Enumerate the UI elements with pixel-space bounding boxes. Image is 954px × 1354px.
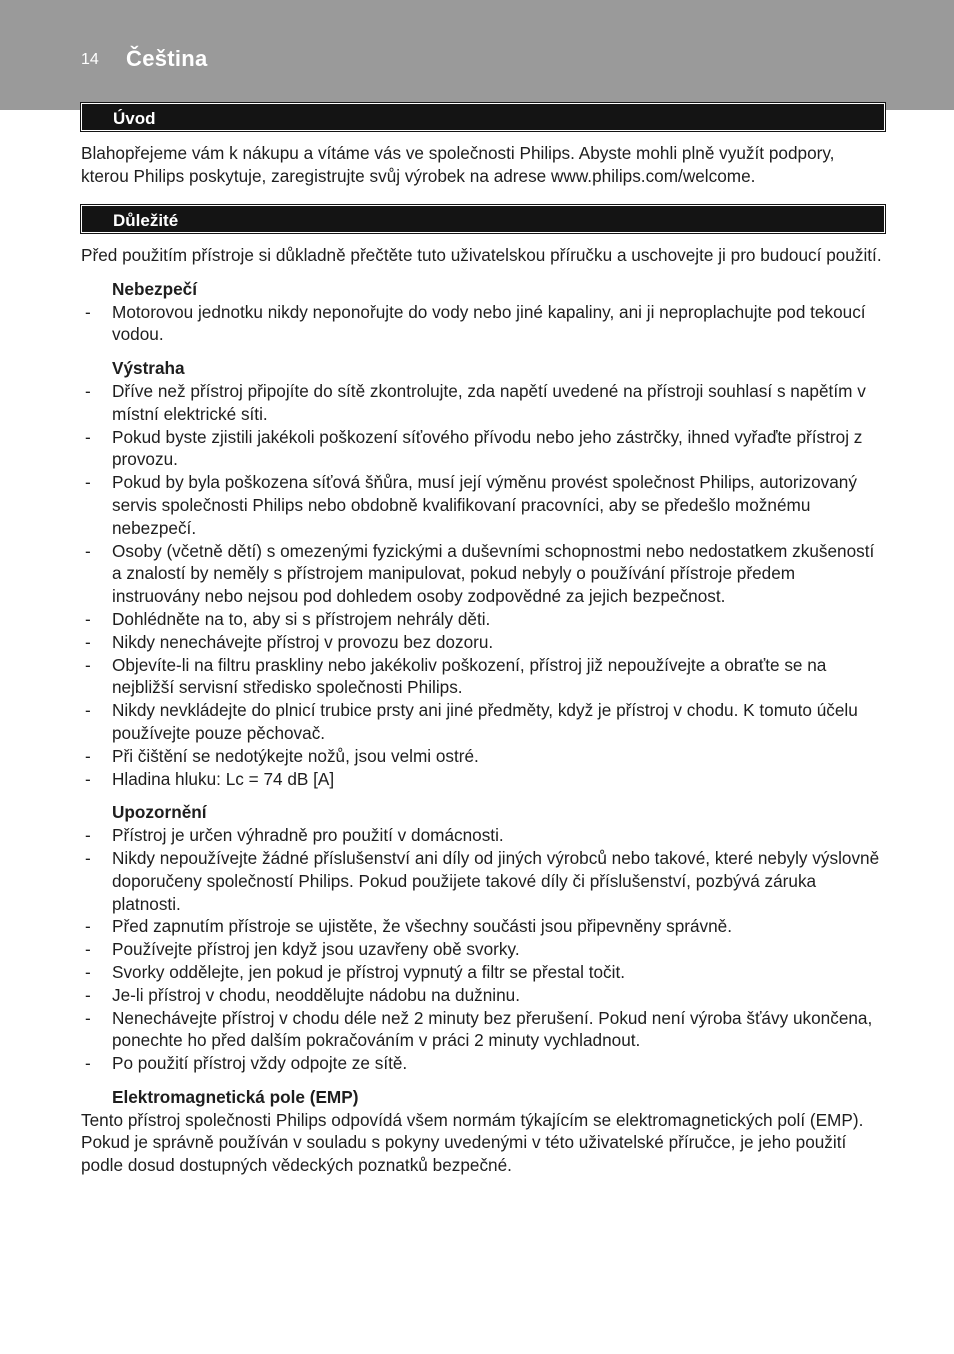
list-item: - Je-li přístroj v chodu, neoddělujte nádobu na dužninu. <box>81 984 885 1007</box>
list-item: - Pokud byste zjistili jakékoli poškození síťového přívodu nebo jeho zástrčky, ihned vyřaďte přístroj z provozu. <box>81 426 885 472</box>
caution-heading: Upozornění <box>112 802 207 823</box>
list-item: - Při čištění se nedotýkejte nožů, jsou velmi ostré. <box>81 745 885 768</box>
language-title: Čeština <box>126 46 208 71</box>
section-bar-intro <box>81 103 885 131</box>
list-item: - Nikdy nepoužívejte žádné příslušenství ani díly od jiných výrobců nebo takové, které nebyly výslovně doporučeny společností Philips. Pokud použijete takové díly či příslušenství, pozbývá záruka platnosti. <box>81 847 885 915</box>
list-item: - Nenechávejte přístroj v chodu déle než 2 minuty bez přerušení. Pokud není výroba šťávy ukončena, ponechte ho před dalším pokračováním v práci 2 minuty vychladnout. <box>81 1007 885 1053</box>
danger-heading: Nebezpečí <box>112 278 198 299</box>
danger-list <box>81 301 885 347</box>
list-item: - Před zapnutím přístroje se ujistěte, že všechny součásti jsou připevněny správně. <box>81 915 885 938</box>
section-bar-important <box>81 205 885 233</box>
page-number: 14 <box>81 51 99 68</box>
intro-section <box>81 142 885 188</box>
list-item: - Osoby (včetně dětí) s omezenými fyzickými a duševními schopnostmi nebo nedostatkem zkušeností a znalostí by neměly s přístrojem manipulovat, pokud nebyly o používání přístroje předem instruovány nebo nejsou pod dohledem osoby zodpovědné za jejich bezpečnost. <box>81 540 885 608</box>
caution-list <box>81 824 885 1075</box>
list-item: - Pokud by byla poškozena síťová šňůra, musí její výměnu provést společnost Philips, autorizovaný servis společnosti Philips nebo obdobně kvalifikovaní pracovníci, aby se předešlo možnému nebezpečí. <box>81 471 885 539</box>
section-title-important: Důležité <box>113 211 179 230</box>
emf-heading: Elektromagnetická pole (EMP) <box>112 1086 359 1107</box>
list-item: - Hladina hluku: Lc = 74 dB [A] <box>81 768 885 791</box>
list-item: - Nikdy nenechávejte přístroj v provozu bez dozoru. <box>81 631 885 654</box>
important-section <box>81 244 885 1177</box>
emf-text: Tento přístroj společnosti Philips odpovídá všem normám týkajícím se elektromagnetických polí (EMP). Pokud je správně používán v souladu s pokyny uvedenými v této uživatelské příručce, je jeho použití podle dosud dostupných vědeckých poznatků bezpečné. <box>81 1109 864 1176</box>
list-item: - Přístroj je určen výhradně pro použití v domácnosti. <box>81 824 885 847</box>
list-item: - Svorky oddělejte, jen pokud je přístroj vypnutý a filtr se přestal točit. <box>81 961 885 984</box>
list-item: - Dohlédněte na to, aby si s přístrojem nehrály děti. <box>81 608 885 631</box>
important-text: Před použitím přístroje si důkladně přečtěte tuto uživatelskou příručku a uschovejte ji pro budoucí použití. <box>81 245 882 265</box>
list-item: - Po použití přístroj vždy odpojte ze sítě. <box>81 1052 885 1075</box>
list-item: - Nikdy nevkládejte do plnicí trubice prsty ani jiné předměty, když je přístroj v chodu. K tomuto účelu používejte pouze pěchovač. <box>81 699 885 745</box>
list-item: - Objevíte-li na filtru praskliny nebo jakékoliv poškození, přístroj již nepoužívejte a obraťte se na nejbližší servisní středisko společnosti Philips. <box>81 654 885 700</box>
warning-heading: Výstraha <box>112 358 185 379</box>
intro-text: Blahopřejeme vám k nákupu a vítáme vás ve společnosti Philips. Abyste mohli plně využít podpory, kterou Philips poskytuje, zaregistrujte svůj výrobek na adrese www.philips.com/welcome. <box>81 143 835 186</box>
warning-list <box>81 380 885 790</box>
list-item: - Dříve než přístroj připojíte do sítě zkontrolujte, zda napětí uvedené na přístroji souhlasí s napětím v místní elektrické síti. <box>81 380 885 426</box>
list-item: - Motorovou jednotku nikdy neponořujte do vody nebo jiné kapaliny, ani ji neproplachujte pod tekoucí vodou. <box>81 301 885 347</box>
list-item: - Používejte přístroj jen když jsou uzavřeny obě svorky. <box>81 938 885 961</box>
section-title-intro: Úvod <box>113 109 156 128</box>
